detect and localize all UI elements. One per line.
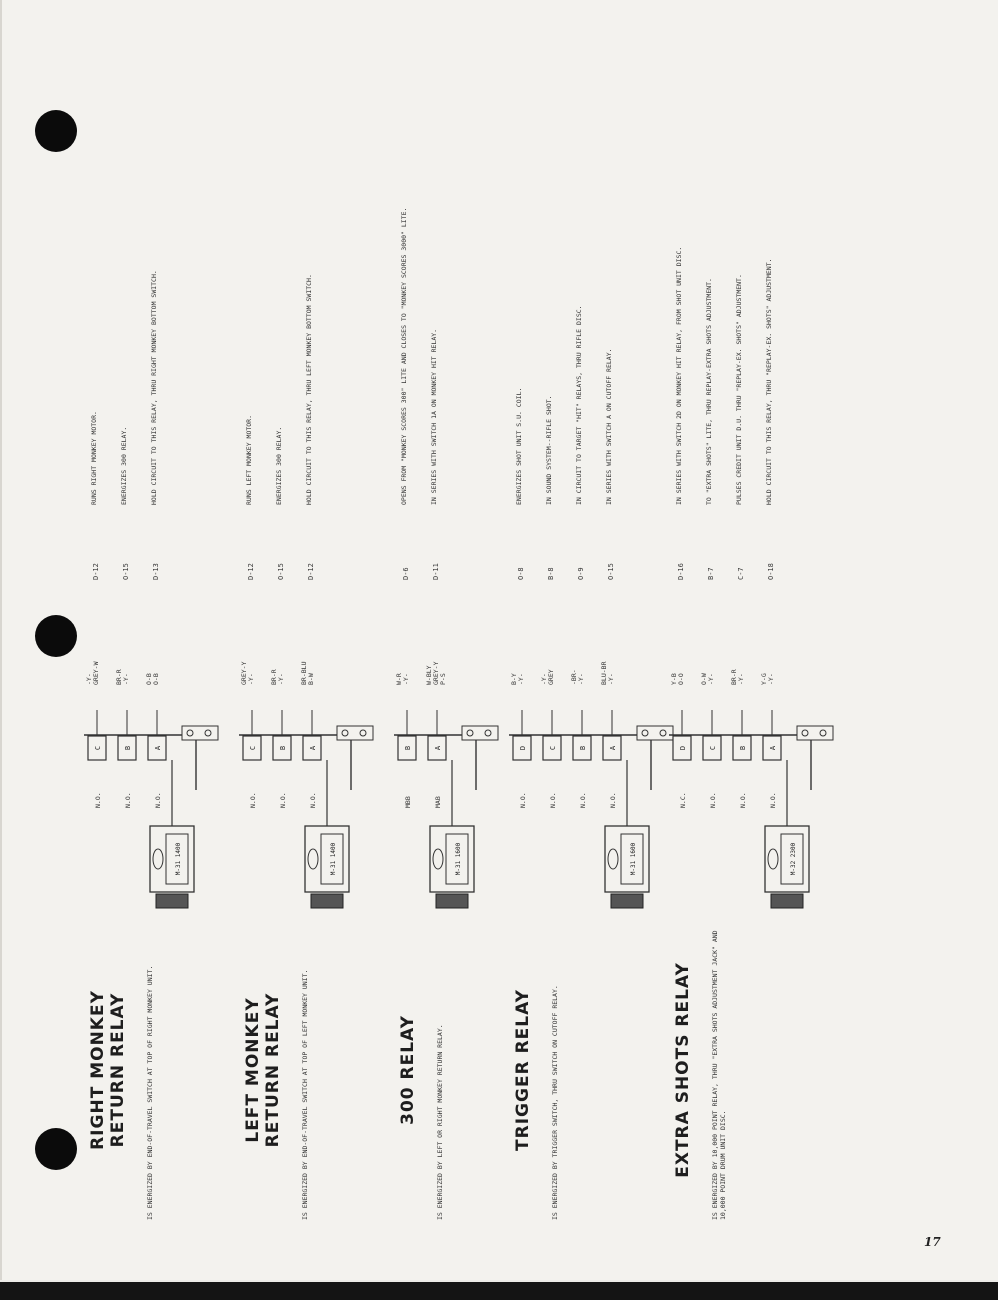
- wire-color: O-B O-B: [145, 673, 160, 685]
- diagram-code: O-15: [607, 563, 615, 580]
- coil-terminal-strip: [311, 894, 343, 908]
- contact-type: N.O.: [609, 792, 617, 808]
- contact-function: HOLD CIRCUIT TO THIS RELAY, THRU RIGHT MONKEY BOTTOM SWITCH.: [150, 270, 158, 505]
- contact-function: IN SOUND SYSTEM--RIFLE SHOT.: [545, 395, 553, 505]
- relay-drawing: [505, 680, 675, 910]
- diagram-code: D-12: [247, 563, 255, 580]
- wire-color: GREY-Y -Y-: [240, 661, 255, 685]
- relay-description: IS ENERGIZED BY LEFT OR RIGHT MONKEY RETURN RELAY.: [436, 1024, 444, 1220]
- relay-description: IS ENERGIZED BY END-OF-TRAVEL SWITCH AT TOP OF RIGHT MONKEY UNIT.: [146, 965, 154, 1220]
- contact-function: IN SERIES WITH SWITCH A ON CUTOFF RELAY.: [605, 348, 613, 505]
- diagram-code: O-8: [517, 567, 525, 580]
- contact-function: HOLD CIRCUIT TO THIS RELAY, THRU "REPLAY-EX. SHOTS" ADJUSTMENT.: [765, 258, 773, 505]
- contact-function: OPENS FROM "MONKEY SCORES 300" LITE AND CLOSES TO "MONKEY SCORES 3000" LITE.: [400, 207, 408, 505]
- wire-color: BR-R -Y-: [115, 669, 130, 685]
- relay-title: [513, 940, 533, 1200]
- contact-function: IN SERIES WITH SWITCH 2D ON MONKEY HIT RELAY, FROM SHOT UNIT DISC.: [675, 246, 683, 505]
- wire-color: BR-R -Y-: [730, 669, 745, 685]
- relay-description: IS ENERGIZED BY TRIGGER SWITCH, THRU SWITCH ON CUTOFF RELAY.: [551, 985, 559, 1220]
- relay-title-line: TRIGGER RELAY: [513, 989, 533, 1151]
- relay-title-line: RETURN RELAY: [263, 992, 283, 1148]
- diagram-code: D-13: [152, 563, 160, 580]
- contact-letter: C: [249, 745, 257, 751]
- relay-coil: [605, 826, 649, 892]
- relay-drawing: [235, 680, 375, 910]
- wire-color: W-BLY GREY-Y P-S: [425, 661, 447, 685]
- contact-function: TO "EXTRA SHOTS" LITE, THRU REPLAY-EXTRA SHOTS ADJUSTMENT.: [705, 278, 713, 505]
- relay-section: [505, 90, 655, 1240]
- wire-color: -BR- -Y-: [570, 669, 585, 685]
- relay-description: IS ENERGIZED BY END-OF-TRAVEL SWITCH AT TOP OF LEFT MONKEY UNIT.: [301, 969, 309, 1220]
- contact-type: N.O.: [309, 792, 317, 808]
- diagram-code: D-6: [402, 567, 410, 580]
- relay-description: IS ENERGIZED BY 10,000 POINT RELAY, THRU "EXTRA SHOTS ADJUSTMENT JACK" AND 10,000 POINT DRUM UNIT DISC.: [711, 930, 727, 1220]
- contact-letter: C: [94, 745, 102, 751]
- relay-diagram: [665, 680, 835, 910]
- relay-title-line: LEFT MONKEY: [243, 997, 263, 1143]
- relay-section: [390, 90, 490, 1240]
- contact-function: RUNS LEFT MONKEY MOTOR.: [245, 414, 253, 505]
- relay-title: [398, 940, 418, 1200]
- diagram-code: D-12: [307, 563, 315, 580]
- relay-drawing: [390, 680, 500, 910]
- contact-letter: A: [434, 745, 442, 751]
- contact-function: PULSES CREDIT UNIT D.U. THRU "REPLAY-EX. SHOTS" ADJUSTMENT.: [735, 274, 743, 505]
- scan-edge: [0, 1282, 998, 1300]
- wire-color: -Y- GREY-W: [85, 661, 100, 685]
- page-number: 17: [924, 1235, 941, 1249]
- contact-letter: A: [154, 745, 162, 751]
- contact-type: N.C.: [679, 792, 687, 808]
- contact-function: IN CIRCUIT TO TARGET "HIT" RELAYS, THRU RIFLE DISC.: [575, 305, 583, 505]
- contact-function: ENERGIZES SHOT UNIT S.U. COIL.: [515, 387, 523, 505]
- coil-terminal-strip: [611, 894, 643, 908]
- coil-terminal-strip: [436, 894, 468, 908]
- relay-section: [80, 90, 220, 1240]
- relay-section: [665, 90, 830, 1240]
- relay-drawing: [665, 680, 835, 910]
- relay-title-line: RETURN RELAY: [108, 992, 128, 1148]
- contact-function: RUNS RIGHT MONKEY MOTOR.: [90, 411, 98, 505]
- wire-color: W-R -Y-: [395, 673, 410, 685]
- contact-letter: C: [709, 745, 717, 751]
- contact-type: N.O.: [579, 792, 587, 808]
- coil-label: M-31 1400: [330, 842, 337, 876]
- coil-label: M-31 1600: [455, 842, 462, 876]
- relay-coil: [430, 826, 474, 892]
- relay-diagram: [80, 680, 220, 910]
- diagram-code: D-12: [92, 563, 100, 580]
- relay-title-line: EXTRA SHOTS RELAY: [673, 962, 693, 1178]
- contact-function: ENERGIZES 300 RELAY.: [120, 426, 128, 505]
- diagram-code: D-16: [677, 563, 685, 580]
- wire-color: Y-G -Y-: [760, 673, 775, 685]
- coil-terminal-strip: [156, 894, 188, 908]
- contact-letter: B: [124, 745, 132, 751]
- contact-letter: B: [579, 745, 587, 751]
- wire-color: BLU-BR -Y-: [600, 661, 615, 685]
- contact-letter: D: [519, 745, 527, 751]
- relay-diagram: [235, 680, 375, 910]
- diagram-code: O-15: [122, 563, 130, 580]
- relay-diagram: [505, 680, 675, 910]
- wire-color: Y-B O-O: [670, 673, 685, 685]
- relay-coil: [305, 826, 349, 892]
- contact-type: N.O.: [709, 792, 717, 808]
- contact-type: N.O.: [739, 792, 747, 808]
- contact-type: N.O.: [124, 792, 132, 808]
- diagram-code: B-8: [547, 567, 555, 580]
- diagram-code: C-7: [737, 567, 745, 580]
- relay-diagram: [390, 680, 500, 910]
- diagram-code: D-11: [432, 563, 440, 580]
- relay-coil: [150, 826, 194, 892]
- wire-color: BR-BLU B-W: [300, 661, 315, 685]
- contact-type: N.O.: [154, 792, 162, 808]
- wire-color: B-Y -Y-: [510, 673, 525, 685]
- contact-type: N.O.: [249, 792, 257, 808]
- diagram-code: O-9: [577, 567, 585, 580]
- contact-function: HOLD CIRCUIT TO THIS RELAY, THRU LEFT MONKEY BOTTOM SWITCH.: [305, 274, 313, 505]
- relay-title: [88, 940, 128, 1200]
- contact-letter: D: [679, 745, 687, 751]
- diagram-code: O-15: [277, 563, 285, 580]
- relay-title-line: RIGHT MONKEY: [88, 990, 108, 1150]
- contact-type: N.O.: [549, 792, 557, 808]
- coil-label: M-31 1600: [630, 842, 637, 876]
- relay-title: [243, 940, 283, 1200]
- relay-chart: [60, 90, 890, 1240]
- contact-type: N.O.: [519, 792, 527, 808]
- contact-type: MAB: [434, 796, 442, 808]
- contact-letter: A: [309, 745, 317, 751]
- wire-color: -Y- GREY: [540, 669, 555, 685]
- coil-terminal-strip: [771, 894, 803, 908]
- relay-drawing: [80, 680, 220, 910]
- contact-type: MBB: [404, 796, 412, 808]
- wire-color: O-W -Y-: [700, 673, 715, 685]
- contact-type: N.O.: [279, 792, 287, 808]
- contact-letter: C: [549, 745, 557, 751]
- relay-coil: [765, 826, 809, 892]
- contact-letter: B: [279, 745, 287, 751]
- diagram-code: O-18: [767, 563, 775, 580]
- contact-letter: A: [609, 745, 617, 751]
- coil-label: M-31 1400: [175, 842, 182, 876]
- contact-type: N.O.: [769, 792, 777, 808]
- coil-label: M-32 2300: [790, 842, 797, 876]
- relay-title-line: 300 RELAY: [398, 1015, 418, 1125]
- contact-type: N.O.: [94, 792, 102, 808]
- contact-letter: A: [769, 745, 777, 751]
- contact-letter: B: [404, 745, 412, 751]
- diagram-code: B-7: [707, 567, 715, 580]
- relay-title: [673, 940, 693, 1200]
- relay-section: [235, 90, 375, 1240]
- contact-letter: B: [739, 745, 747, 751]
- contact-function: IN SERIES WITH SWITCH 1A ON MONKEY HIT RELAY.: [430, 328, 438, 505]
- wire-color: BR-R -Y-: [270, 669, 285, 685]
- contact-function: ENERGIZES 300 RELAY.: [275, 426, 283, 505]
